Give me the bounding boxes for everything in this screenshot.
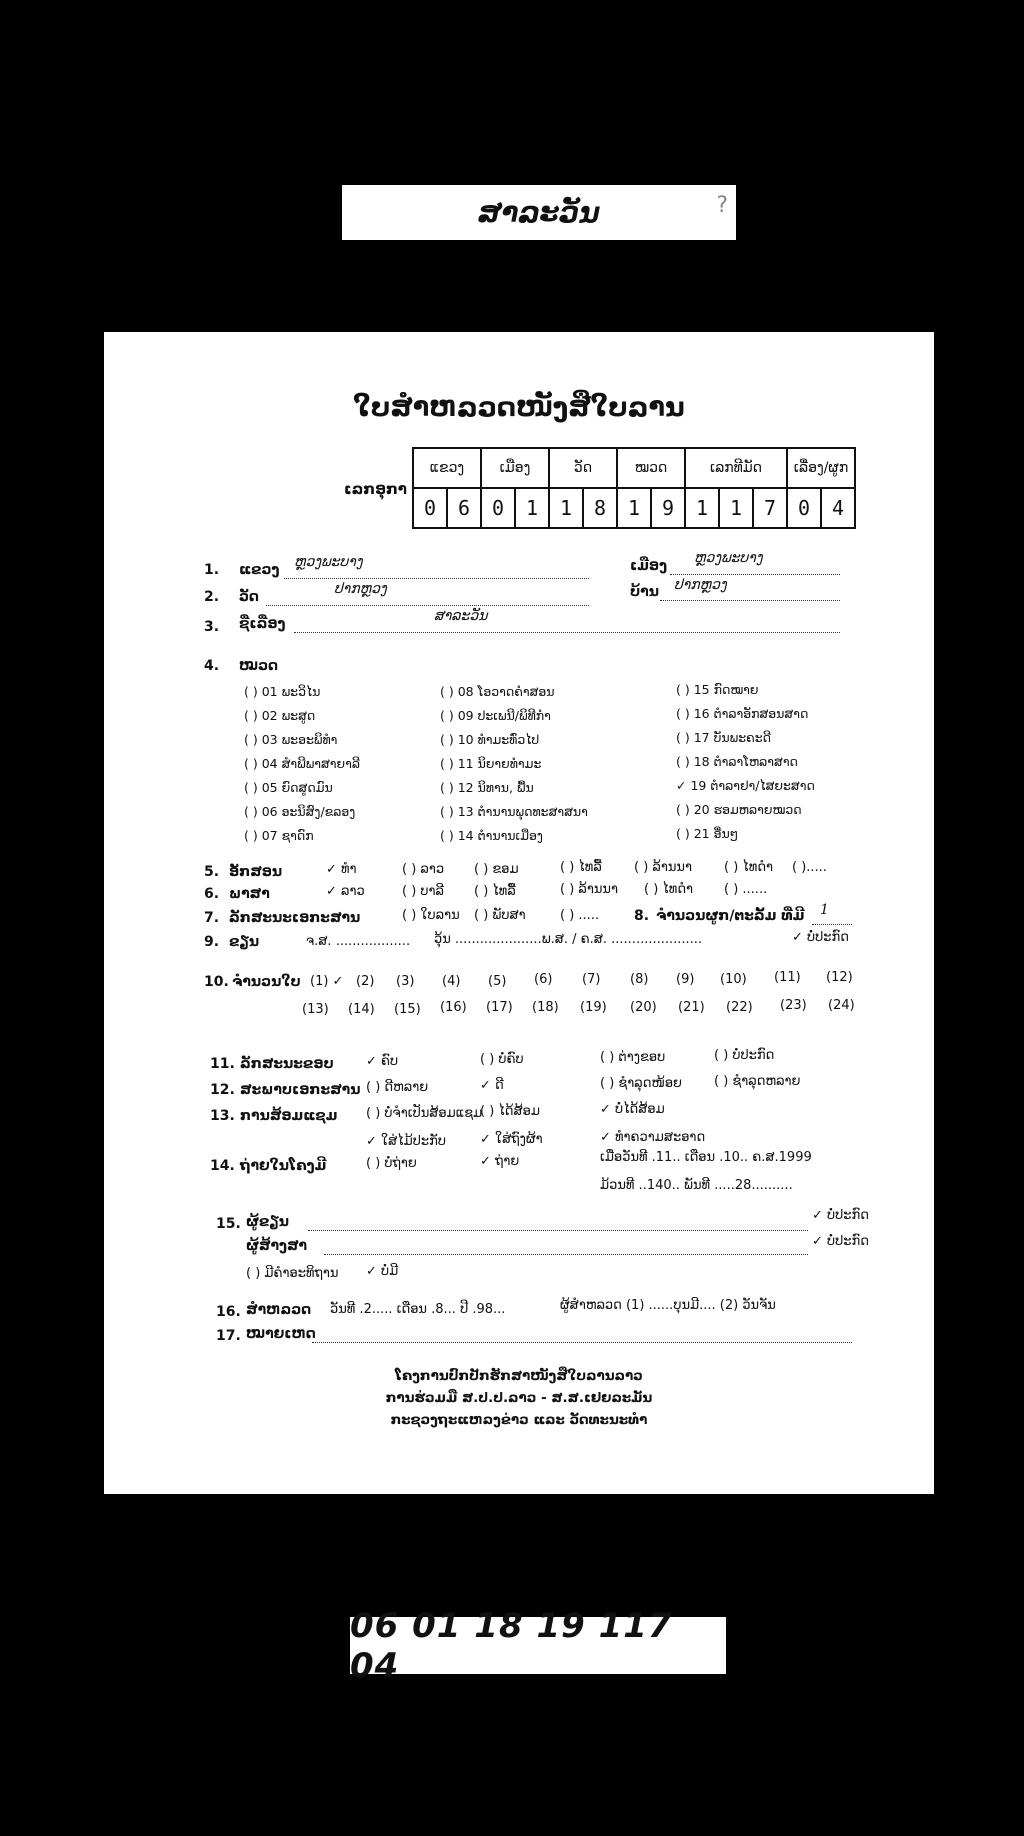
field-8-number: 8. [634,908,650,924]
language-option[interactable]: ✓ ລາວ [326,884,365,899]
reg-digit: 1 [685,488,719,528]
surveyor-names: ຜູ້ສຳຫລວດ (1) ......ບຸນມີ.... (2) ວັນຈັນ [560,1298,776,1313]
field-17-number: 17. [216,1328,241,1344]
field-15-number: 15. [216,1216,241,1232]
reg-digit: 1 [719,488,753,528]
field-10-number: 10. [204,974,229,990]
field-4-number: 4. [204,658,220,674]
category-item[interactable]: ( ) 06 ອະນິສົງ/ຂລອງ [244,804,356,819]
edge-option[interactable]: ( ) ຕ່າງຂອບ [600,1050,666,1065]
field-7-label: ລັກສະນະເອກະສານ [229,910,361,926]
category-item[interactable]: ( ) 16 ຕຳລາອັກສອນສາດ [676,706,809,721]
reg-digit: 8 [583,488,617,528]
field-13-label: ການສ້ອມແຊມ [240,1108,338,1124]
reg-digit: 7 [753,488,787,528]
leaf-count-option[interactable]: (20) [630,1000,657,1015]
category-item[interactable]: ( ) 20 ຮອມຫລາຍໝວດ [676,802,802,817]
dotted-line [308,1216,808,1231]
field-12-number: 12. [210,1082,235,1098]
field-9-number: 9. [204,934,220,950]
repair-option[interactable]: ( ) ໄດ້ສ້ອມ [480,1104,540,1119]
dotted-line [266,591,589,606]
condition-option[interactable]: ✓ ດີ [480,1078,504,1093]
bundle-count-value: 1 [820,902,829,918]
script-option[interactable]: ( ) ລາວ [402,862,445,877]
field-5-number: 5. [204,864,220,880]
leaf-count-option[interactable]: (22) [726,1000,753,1015]
registration-label: ເລກອຸກາ [344,480,407,498]
dotted-line [312,1328,852,1343]
survey-form [104,332,934,1494]
reg-digit: 1 [549,488,583,528]
category-item[interactable]: ( ) 11 ນິຍາຍທຳມະ [440,756,542,771]
field-7-number: 7. [204,910,220,926]
reg-digit: 9 [651,488,685,528]
leaf-count-option[interactable]: (24) [828,998,855,1013]
script-option[interactable]: ( ) ໄທດຳ [724,860,774,875]
date-era-text: ຈ.ສ. .................. [306,934,411,949]
category-item[interactable]: ( ) 09 ປະເພນີ/ພິທີກຳ [440,708,551,723]
edge-option[interactable]: ( ) ບໍ່ຄົບ [480,1052,524,1067]
leaf-count-option[interactable]: (6) [534,972,553,987]
category-item[interactable]: ( ) 01 ພະວິໄນ [244,684,321,699]
field-16-label: ສຳຫລວດ [246,1302,312,1318]
prayer-option[interactable]: ( ) ມີຄຳອະທິຖານ [246,1266,339,1281]
village-value: ປາກຫຼວງ [674,577,727,593]
field-5-label: ອັກສອນ [229,864,283,880]
script-option[interactable]: ( ) ຂອມ [474,862,519,877]
condition-option[interactable]: ( ) ດີຫລາຍ [366,1080,429,1095]
repair-option[interactable]: ✓ ໃສ່ໄມ້ປະກັບ [366,1134,446,1149]
reg-digit: 6 [447,488,481,528]
repair-option[interactable]: ( ) ບໍ່ຈຳເປັນສ້ອມແຊມ [366,1106,483,1121]
leaf-count-option[interactable]: (17) [486,1000,513,1015]
category-item[interactable]: ( ) 10 ທຳມະທົ່ວໄປ [440,732,540,747]
category-item[interactable]: ( ) 18 ຕຳລາໂຫລາສາດ [676,754,798,769]
repair-option[interactable]: ✓ ໃສ່ຖົງຜ້າ [480,1132,543,1147]
category-item[interactable]: ( ) 02 ພະສູດ [244,708,316,723]
category-item[interactable]: ( ) 07 ຊາດົກ [244,828,314,843]
code-card [350,1605,726,1686]
dotted-line [324,1240,808,1255]
format-option[interactable]: ( ) ໃບລານ [402,908,460,923]
field-16-number: 16. [216,1304,241,1320]
leaf-count-option[interactable]: (4) [442,974,461,989]
field-13-number: 13. [210,1108,235,1124]
leaf-count-option[interactable]: (23) [780,998,807,1013]
manuscript-code: 06 01 18 19 117 04 [350,1605,673,1686]
edge-option[interactable]: ( ) ບໍ່ປະກົດ [714,1048,775,1063]
field-9-label: ຂຽນ [229,934,260,950]
reg-digit: 4 [821,488,855,528]
microfilm-roll: ມ້ວນທີ ..140.. ພັນທີ .....28.......... [600,1178,793,1193]
field-1-label: ແຂວງ [239,562,280,578]
leaf-count-option[interactable]: (1) ✓ [310,974,344,989]
reg-digit: 1 [515,488,549,528]
reg-digit: 0 [413,488,447,528]
microfilm-date: ເມື່ອວັນທີ .11.. ເດືອນ .10.. ຄ.ສ.1999 [600,1150,812,1165]
field-10-label: ຈຳນວນໃບ [232,974,301,990]
edge-option[interactable]: ✓ ຄົບ [366,1054,399,1069]
reg-header: ໝວດ [617,448,685,488]
village-label: ບ້ານ [630,584,659,600]
language-option[interactable]: ( ) ບາລີ [402,884,444,899]
category-item[interactable]: ( ) 13 ຕຳນານພຸດທະສາສນາ [440,804,588,819]
format-option[interactable]: ( ) ..... [560,908,600,923]
sponsor-label: ຜູ້ສ້າງສາ [246,1238,308,1254]
not-evident-option[interactable]: ✓ ບໍ່ປະກົດ [812,1234,869,1249]
field-4-label: ໝວດ [239,658,278,674]
script-option[interactable]: ( )..... [792,860,827,875]
script-option[interactable]: ( ) ລ້ານນາ [634,860,692,875]
header-title: ສາລະວັນ [478,196,600,229]
district-value: ຫຼວງພະບາງ [694,550,763,566]
field-6-number: 6. [204,886,220,902]
leaf-count-option[interactable]: (19) [580,1000,607,1015]
field-14-number: 14. [210,1158,235,1174]
language-option[interactable]: ( ) ລ້ານນາ [560,882,618,897]
prayer-option[interactable]: ✓ ບໍ່ມີ [366,1264,399,1279]
leaf-count-option[interactable]: (5) [488,974,507,989]
corner-mark: ? [716,193,728,218]
footer-line: ໂຄງການປົກປັກຮັກສາໜັງສືໃບລານລາວ [395,1368,643,1384]
leaf-count-option[interactable]: (15) [394,1002,421,1017]
category-item[interactable]: ( ) 05 ຍົດສູດມົນ [244,780,333,795]
category-item[interactable]: ( ) 08 ໂອວາດຄຳສອນ [440,684,555,699]
leaf-count-option[interactable]: (18) [532,1000,559,1015]
reg-header: ເລກທີມັດ [685,448,787,488]
leaf-count-option[interactable]: (12) [826,970,853,985]
field-2-number: 2. [204,589,220,605]
leaf-count-option[interactable]: (9) [676,972,695,987]
category-item[interactable]: ( ) 21 ອື່ນໆ [676,826,739,841]
footer-line: ກະຊວງຖະແຫລງຂ່າວ ແລະ ວັດທະນະທຳ [390,1412,648,1428]
leaf-count-option[interactable]: (2) [356,974,375,989]
category-item[interactable]: ( ) 12 ນິທານ, ພື້ນ [440,780,534,795]
field-3-label: ຊື່ເລື່ອງ [239,616,286,632]
repair-option[interactable]: ✓ ທຳຄວາມສະອາດ [600,1130,706,1145]
dotted-line [812,910,852,925]
script-option[interactable]: ( ) ໄທລື້ [560,860,602,875]
title-card [342,185,736,240]
category-item[interactable]: ✓ 19 ຕຳລາຢາ/ໄສຍະສາດ [676,778,815,793]
leaf-count-option[interactable]: (11) [774,970,801,985]
microfilm-option[interactable]: ✓ ຖ່າຍ [480,1154,520,1169]
reg-digit: 0 [481,488,515,528]
title-value: ສາລະວັນ [434,608,488,624]
reg-header: ແຂວງ [413,448,481,488]
field-8-label: ຈຳນວນຜູກ/ຕະລັ້ມ ທີ່ມີ [656,908,805,924]
field-17-label: ໝາຍເຫດ [246,1326,316,1342]
script-option[interactable]: ✓ ທຳ [326,862,357,877]
district-label: ເມືອງ [630,558,668,574]
temple-value: ປາກຫຼວງ [334,581,387,597]
field-3-number: 3. [204,619,220,635]
microfilm-option[interactable]: ( ) ບໍ່ຖ່າຍ [366,1156,417,1171]
footer-line: ການຮ່ວມມື ສ.ປ.ປ.ລາວ - ສ.ສ.ເຢຍລະມັນ [385,1390,653,1406]
category-item[interactable]: ( ) 14 ຕຳນານເມືອງ [440,828,543,843]
leaf-count-option[interactable]: (7) [582,972,601,987]
reg-digit: 0 [787,488,821,528]
leaf-count-option[interactable]: (3) [396,974,415,989]
language-option[interactable]: ( ) ...... [724,882,768,897]
leaf-count-option[interactable]: (21) [678,1000,705,1015]
form-title: ໃບສຳຫລວດໜັງສືໃບລານ [353,392,685,423]
registration-table [412,447,856,529]
language-option[interactable]: ( ) ໄທລື້ [474,884,516,899]
repair-option[interactable]: ✓ ບໍ່ໄດ້ສ້ອມ [600,1102,665,1117]
format-option[interactable]: ( ) ພັບສາ [474,908,526,923]
language-option[interactable]: ( ) ໄທດຳ [644,882,694,897]
leaf-count-option[interactable]: (10) [720,972,747,987]
field-2-label: ວັດ [239,589,259,605]
survey-date: ວັນທີ .2..... ເດືອນ .8... ປີ .98... [330,1302,506,1317]
field-11-number: 11. [210,1056,235,1072]
reg-digit: 1 [617,488,651,528]
registration-headers [413,448,855,488]
condition-option[interactable]: ( ) ຊຳລຸດຫລາຍ [714,1074,801,1089]
registration-digits [413,488,855,528]
province-value: ຫຼວງພະບາງ [294,554,363,570]
reg-header: ເມືອງ [481,448,549,488]
category-item[interactable]: ( ) 17 ບັນພະຄະດີ [676,730,771,745]
field-1-number: 1. [204,562,220,578]
reg-header: ເລື່ອງ/ຜູກ [787,448,855,488]
not-evident-option[interactable]: ✓ ບໍ່ປະກົດ [812,1208,869,1223]
category-item[interactable]: ( ) 03 ພະອະພິທຳ [244,732,338,747]
field-11-label: ລັກສະນະຂອບ [240,1056,334,1072]
leaf-count-option[interactable]: (16) [440,1000,467,1015]
leaf-count-option[interactable]: (14) [348,1002,375,1017]
condition-option[interactable]: ( ) ຊຳລຸດໜ້ອຍ [600,1076,682,1091]
category-item[interactable]: ( ) 04 ສຳພີພາສາຍາລີ [244,756,360,771]
reg-header: ວັດ [549,448,617,488]
category-item[interactable]: ( ) 15 ກົດໝາຍ [676,682,759,697]
field-14-label: ຖ່າຍໃນໂຄງມີ [240,1158,327,1174]
field-15-label: ຜູ້ຂຽນ [246,1214,289,1230]
dotted-line [294,618,840,633]
field-12-label: ສະພາບເອກະສານ [240,1082,361,1098]
leaf-count-option[interactable]: (13) [302,1002,329,1017]
date-year-text: ວຸ້ນ .....................ພ.ສ. / ຄ.ສ. ...................... [434,932,703,947]
field-6-label: ພາສາ [229,886,270,902]
leaf-count-option[interactable]: (8) [630,972,649,987]
not-evident-option[interactable]: ✓ ບໍ່ປະກົດ [792,930,849,945]
